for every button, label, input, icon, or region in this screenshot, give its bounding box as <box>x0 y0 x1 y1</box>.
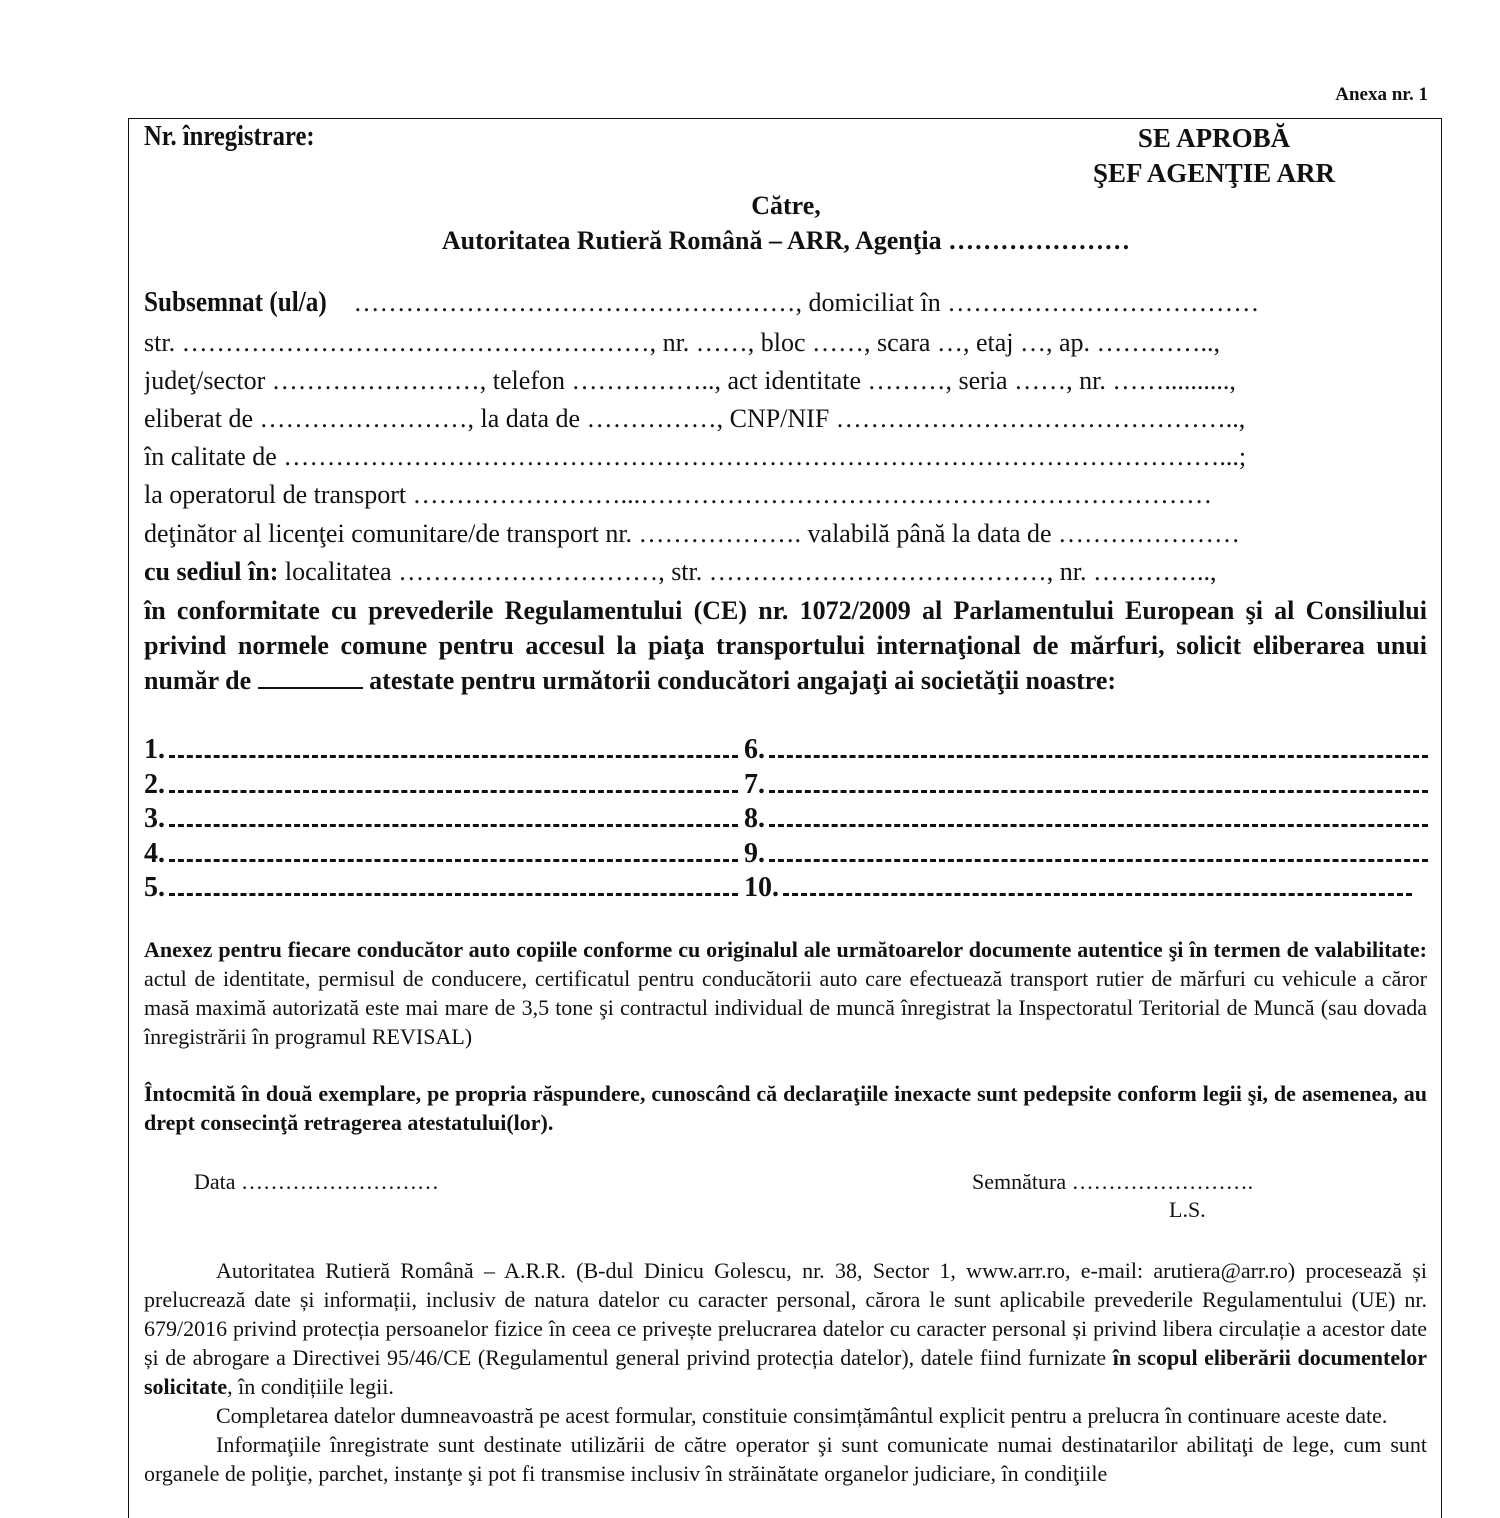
attachments-list: actul de identitate, permisul de conducere, certificatul pentru conducătorii auto care efectuează transport rutier de mărfuri cu vehicule a căror masă maximă autorizată este mai mare de 3,5 tone şi contractul individual de muncă înregistrat la Inspectoratul Teritorial de Muncă (sau dovada înregistrării în programul REVISAL) <box>144 966 1427 1049</box>
conformity-statement <box>144 593 1427 698</box>
field-address[interactable]: str. ………………………………………………, nr. ……, bloc ……, scara …, etaj …, ap. ………….., <box>144 328 1221 357</box>
approval-line-1: SE APROBĂ <box>1137 123 1291 153</box>
attachments-paragraph <box>144 935 1427 1051</box>
applicant-blanks[interactable]: ……………………………………………, domiciliat în ……………………………… <box>347 288 1260 317</box>
driver-row <box>144 837 1434 872</box>
field-headquarters[interactable] <box>144 553 1427 591</box>
signature-field[interactable]: Semnătura ……………………. <box>972 1169 1254 1194</box>
field-applicant-name[interactable] <box>144 284 1427 322</box>
driver-name-field[interactable] <box>769 733 1428 758</box>
driver-name-field[interactable] <box>169 802 738 827</box>
applicant-label: Subsemnat (ul/a) <box>144 287 327 318</box>
conformity-text-2: atestate pentru următorii conducători angajaţi ai societăţii noastre: <box>362 666 1117 695</box>
attachments-heading: Anexez pentru fiecare conducător auto copiile conforme cu originalul ale următoarelor documente autentice şi în termen de valabilitate: <box>144 937 1427 962</box>
field-license-number[interactable]: deţinător al licenţei comunitare/de transport nr. ………………. valabilă până la data de ………………… <box>144 519 1241 548</box>
driver-name-field[interactable] <box>783 871 1412 896</box>
field-issued-by-cnp[interactable]: eliberat de ……………………, la data de ……………, CNP/NIF ……………………………………….., <box>144 404 1246 433</box>
conformity-text-1: în conformitate cu prevederile Regulamentului (CE) nr. 1072/2009 al Parlamentului European şi al Consiliului privind normele comune pentru accesul la piaţa transportului internaţional de mărfuri, solicit eliberarea unui număr de <box>144 596 1427 695</box>
driver-number: 10. <box>744 872 779 903</box>
driver-number: 9. <box>744 837 765 869</box>
driver-name-field[interactable] <box>169 733 738 758</box>
registration-number-label: Nr. înregistrare: <box>144 121 315 152</box>
gdpr-paragraph-3: Informaţiile înregistrate sunt destinate utilizării de către operator şi sunt comunicate numai destinatarilor abilitaţi de lege, cum sunt organele de poliţie, parchet, instanţe şi pot fi transmise inclusiv în străinătate organelor judiciare, în condiţiile <box>144 1432 1427 1486</box>
application-form <box>128 118 1442 1518</box>
headquarters-blanks[interactable]: localitatea …………………………, str. …………………………………, nr. ………….., <box>278 557 1217 586</box>
approval-block <box>1064 121 1364 191</box>
field-county-phone-id[interactable]: judeţ/sector ……………………, telefon …………….., act identitate ………, seria ……, nr. …….........., <box>144 366 1236 395</box>
field-transport-operator[interactable]: la operatorul de transport ……………………...………………………………………………………… <box>144 480 1213 509</box>
gdpr-paragraph-1 <box>144 1256 1427 1401</box>
gdpr-purpose: în scopul eliberării documentelor solicitate <box>144 1345 1427 1399</box>
driver-number: 4. <box>144 837 165 869</box>
driver-row <box>144 768 1434 803</box>
driver-name-field[interactable] <box>769 837 1428 862</box>
addressee-line-2: Autoritatea Rutieră Română – ARR, Agenţia ………………… <box>441 226 1131 255</box>
date-field[interactable]: Data ……………………… <box>194 1169 440 1194</box>
seal-label: L.S. <box>1169 1197 1206 1222</box>
driver-row <box>144 802 1434 837</box>
driver-name-field[interactable] <box>169 768 738 793</box>
driver-row <box>144 733 1434 768</box>
driver-name-field[interactable] <box>169 837 738 862</box>
gdpr-notice <box>144 1256 1427 1488</box>
driver-number: 2. <box>144 768 165 800</box>
approval-line-2: ŞEF AGENŢIE ARR <box>1092 158 1336 188</box>
drivers-list <box>144 733 1434 906</box>
driver-number: 5. <box>144 872 165 903</box>
driver-name-field[interactable] <box>169 871 738 896</box>
declaration-paragraph: Întocmită în două exemplare, pe propria răspundere, cunoscând că declaraţiile inexacte sunt pedepsite conform legii şi, de asemenea, au drept consecinţă retragerea atestatului(lor). <box>144 1081 1427 1135</box>
driver-number: 3. <box>144 803 165 834</box>
addressee-line-1: Către, <box>751 191 821 220</box>
driver-number: 6. <box>744 734 765 765</box>
driver-number: 8. <box>744 803 765 834</box>
driver-number: 7. <box>744 768 765 800</box>
gdpr-text: Autoritatea Rutieră Română – A.R.R. (B-dul Dinicu Golescu, nr. 38, Sector 1, www.arr.ro, e-mail: arutiera@arr.ro) procesează și prelucrează date și informații, inclusiv de natura datelor cu caracter personal, cărora le sunt aplicabile prevederile Regulamentului (UE) nr. 679/2016 privind protecția persoanelor fizice în ceea ce privește prelucrarea datelor cu caracter personal și privind libera circulație a acestor date și de abrogare a Directivei 95/46/CE (Regulamentul general privind protecția datelor), datele fiind furnizate <box>144 1258 1427 1370</box>
annex-label: Anexa nr. 1 <box>1335 84 1428 105</box>
field-capacity[interactable]: în calitate de ………………………………………………………………………………………………...; <box>144 442 1247 471</box>
driver-name-field[interactable] <box>769 768 1428 793</box>
headquarters-label: cu sediul în: <box>144 557 279 586</box>
gdpr-text-end: , în condițiile legii. <box>227 1374 394 1399</box>
driver-row <box>144 871 1434 906</box>
driver-number: 1. <box>144 734 165 765</box>
gdpr-paragraph-2: Completarea datelor dumneavoastră pe acest formular, constituie consimțământul explicit pentru a prelucra în continuare aceste date. <box>216 1403 1388 1428</box>
certificate-count-field[interactable] <box>258 669 363 689</box>
driver-name-field[interactable] <box>769 802 1428 827</box>
